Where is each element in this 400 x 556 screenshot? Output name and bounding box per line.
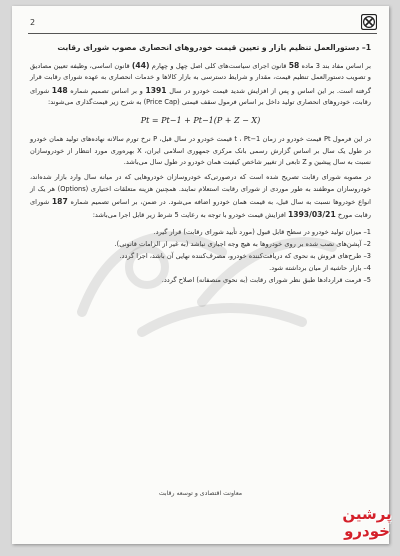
- document-body: [30, 42, 371, 287]
- list-item: 3– طرح‌های فروش به نحوی که دریافت‌کننده خودرو، مصرف‌کننده نهایی آن باشد، اجرا گردد.: [119, 251, 371, 260]
- footer-department: معاونت اقتصادی و توسعه رقابت: [158, 490, 243, 497]
- brand-logo[interactable]: [338, 506, 396, 550]
- header-divider: [28, 33, 377, 34]
- brand-line-2: خودرو: [344, 522, 390, 540]
- conditions-list: [30, 226, 371, 287]
- paragraph-council-decision: در مصوبه شورای رقابت تصریح شده است که درصورتی‌که خودروسازان خودروهایی که در میانه سال وارد بازار شده‌اند، خودروسازان موظفند به طور موردی از شورای رقابت استعلام نمایند. همچنین هزینه متعلقات اختیاری (Options) هر یک از انواع خودروها نسبت به سال قبل، به قیمت همان خودرو اضافه می‌شود. در ضمن، بر اساس تصمیم شماره 187 شورای رقابت مورخ 1393/03/21 افزایش قیمت خودرو با توجه به رعایت 5 شرط زیر قابل اجرا می‌باشد:: [30, 173, 371, 220]
- list-item: 2– آپشن‌های نصب شده بر روی خودروها به هیچ وجه اجباری نباشد (به غیر از الزامات قانونی).: [114, 239, 371, 248]
- council-logo-icon: [361, 14, 377, 30]
- list-item: 4– بازار حاشیه از میان برداشته شود.: [269, 264, 371, 273]
- paragraph-formula-explanation: در این فرمول Pt قیمت خودرو در زمان t ، Pt−1 قیمت خودرو در سال قبل، P نرخ تورم سالانه نهاده‌های تولید همان خودرو در طول یک سال بر اساس گزارش رسمی بانک مرکزی جمهوری اسلامی ایران، X بهره‌وری مورد انتظار از خودروسازان نسبت به سال پیشین و Z تابعی از تغییر شاخص کیفیت همان خودرو در طول سال می‌باشد.: [30, 135, 372, 166]
- document-page: [12, 6, 389, 544]
- page-number: 2: [30, 18, 36, 27]
- list-item: 1– میزان تولید خودرو در سطح قابل قبول (مورد تأیید شورای رقابت) قرار گیرد.: [153, 227, 371, 236]
- list-item: 5– فرمت قراردادها طبق نظر شورای رقابت (به نحوی منصفانه) اصلاح گردد.: [161, 276, 371, 285]
- price-cap-formula: Pt = Pt−1 + Pt−1(P + Z − X): [140, 116, 261, 126]
- paragraph-intro: بر اساس مفاد بند 3 ماده 58 قانون اجرای سیاست‌های کلی اصل چهل و چهارم (44) قانون اساسی، وظیفه تعیین مصادیق و تصویب دستورالعمل تنظیم قیمت، مقدار و شرایط دسترسی به بازار کالاها و خدمات انحصاری به عهده شورای رقابت قرار گرفته است. بر این اساس و پس از افزایش شدید قیمت خودرو در سال 1391 و بر اساس تصمیم شماره 148 شورای رقابت، خودروهای انحصاری تولید داخل بر اساس فرمول سقف قیمتی (Price Cap) به شرح زیر قیمت‌گذاری می‌شوند:: [30, 61, 372, 106]
- section-title: 1– دستورالعمل تنظیم بازار و تعیین قیمت خودروهای انحصاری مصوب شورای رقابت: [57, 43, 371, 52]
- brand-line-1: پرشین: [342, 505, 392, 523]
